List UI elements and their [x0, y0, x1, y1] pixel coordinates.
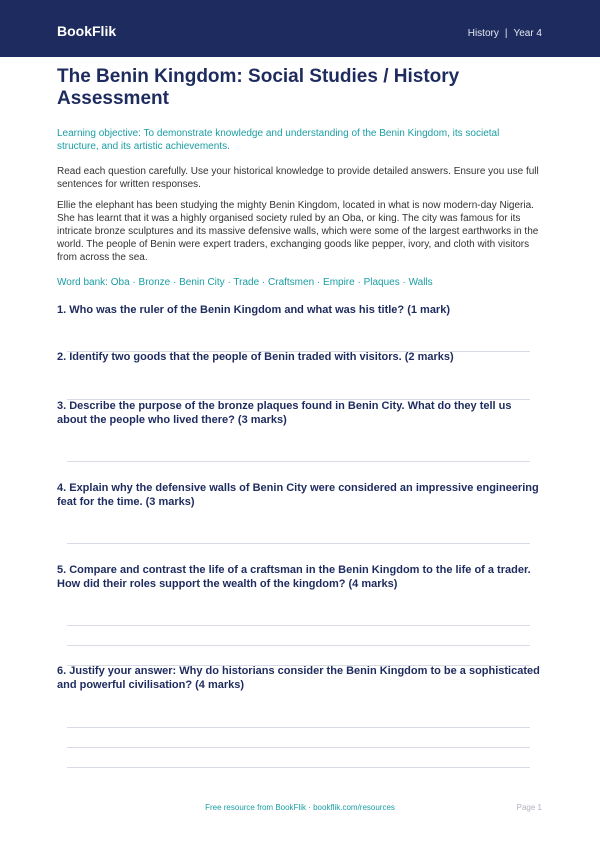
answer-line[interactable]	[67, 461, 530, 462]
instructions-text: Read each question carefully. Use your historical knowledge to provide detailed answers. Ensure you use full sentences for written responses.	[57, 166, 539, 190]
year-label: Year 4	[513, 28, 542, 39]
question-6: 6. Justify your answer: Why do historians consider the Benin Kingdom to be a sophisticated and powerful civilisation? (4 marks)	[57, 665, 540, 691]
word-bank: Word bank: Oba · Bronze · Benin City · Trade · Craftsmen · Empire · Plaques · Walls	[57, 277, 433, 288]
answer-line[interactable]	[67, 543, 530, 544]
answer-line[interactable]	[67, 727, 530, 728]
meta-separator: |	[504, 28, 508, 39]
answer-line[interactable]	[67, 747, 530, 748]
brand-logo-text: BookFlik	[57, 23, 117, 39]
page-number: Page 1	[516, 803, 542, 812]
learning-objective: Learning objective: To demonstrate knowledge and understanding of the Benin Kingdom, its societal structure, and its artistic achievements.	[57, 128, 500, 152]
question-1: 1. Who was the ruler of the Benin Kingdom and what was his title? (1 mark)	[57, 304, 450, 316]
header-meta	[468, 28, 542, 39]
answer-line[interactable]	[67, 625, 530, 626]
intro-section	[57, 66, 543, 289]
question-3: 3. Describe the purpose of the bronze plaques found in Benin City. What do they tell us about the people who lived there? (3 marks)	[57, 400, 512, 426]
answer-line[interactable]	[67, 767, 530, 768]
answer-line[interactable]	[67, 645, 530, 646]
passage-text: Ellie the elephant has been studying the mighty Benin Kingdom, located in what is now modern-day Nigeria. She has learnt that it was a highly organised society ruled by an Oba, or king. The city was famous for its intricate bronze sculptures and its massive defensive walls, which were some of the largest earthworks in the world. The people of Benin were expert traders, exchanging goods like pepper, ivory, and cloth with visitors from across the sea.	[57, 200, 539, 263]
question-5: 5. Compare and contrast the life of a craftsman in the Benin Kingdom to the life of a trader. How did their roles support the wealth of the kingdom? (4 marks)	[57, 564, 531, 590]
footer-credit: Free resource from BookFlik · bookflik.com/resources	[205, 803, 395, 812]
question-2: 2. Identify two goods that the people of Benin traded with visitors. (2 marks)	[57, 351, 454, 363]
page-header	[0, 0, 600, 57]
page-title: The Benin Kingdom: Social Studies / History Assessment	[57, 66, 460, 109]
subject-label: History	[467, 28, 499, 39]
question-4: 4. Explain why the defensive walls of Benin City were considered an impressive engineering feat for the time. (3 marks)	[57, 482, 539, 508]
